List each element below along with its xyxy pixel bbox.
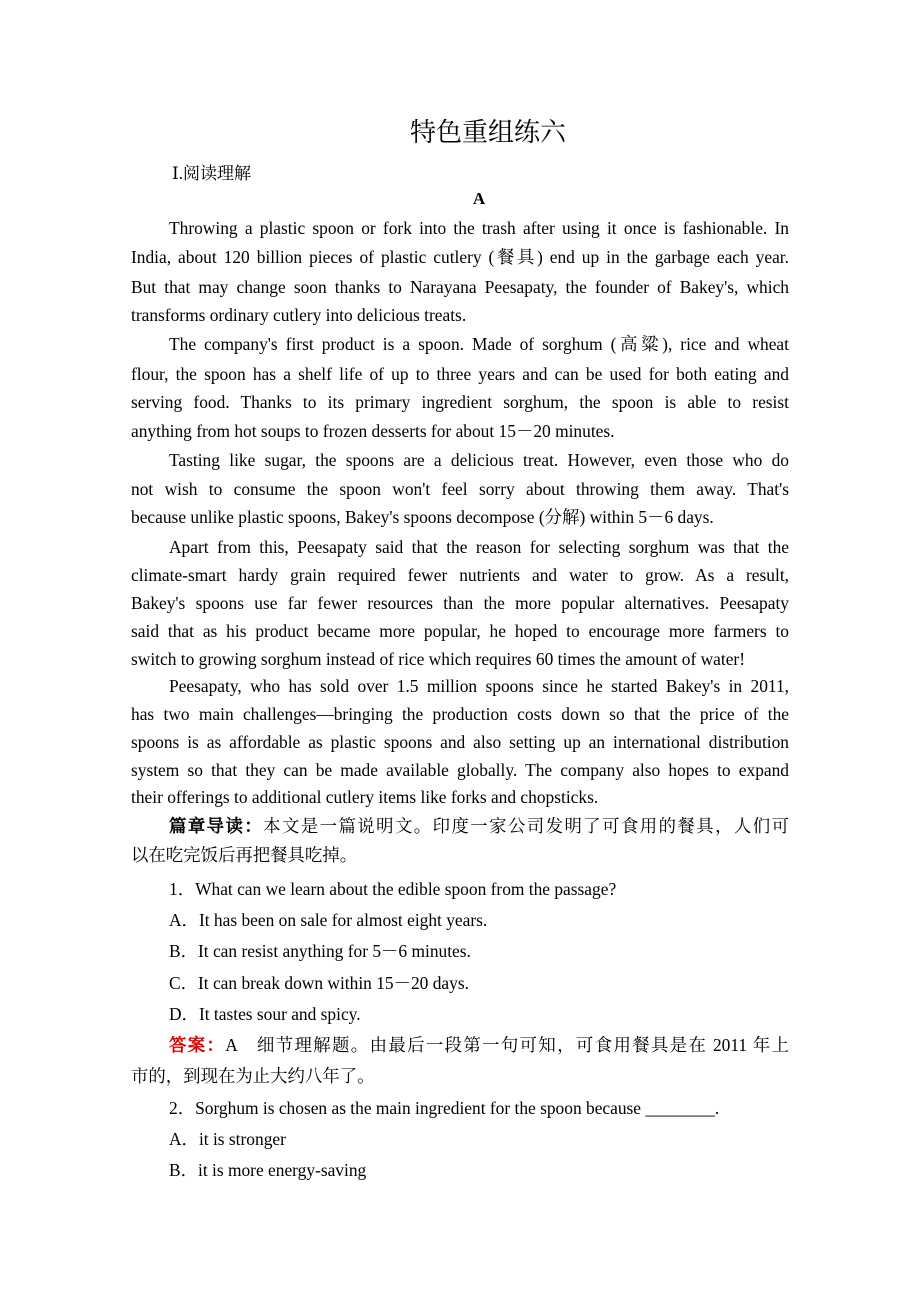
answer-line — [131, 1065, 789, 1087]
text: flour, the spoon has a shelf life of up to three years and can be used for both eating and — [131, 364, 789, 384]
passage-line — [131, 276, 789, 298]
text: 2．Sorghum is chosen as the main ingredient for the spoon because ________. — [169, 1098, 720, 1118]
passage-line — [131, 703, 789, 725]
text: A．It has been on sale for almost eight years. — [169, 910, 488, 930]
passage-line — [131, 759, 789, 781]
text: spoons is as affordable as plastic spoons and also setting up an international distribution — [131, 732, 789, 752]
text: 本文是一篇说明文。印度一家公司发明了可食用的餐具，人们可 — [263, 816, 789, 836]
passage-line — [169, 675, 789, 697]
text: D．It tastes sour and spicy. — [169, 1004, 361, 1024]
text: anything from hot soups to frozen desserts for about 15－20 minutes. — [131, 421, 615, 441]
answer-line — [169, 1034, 789, 1056]
text: system so that they can be made available globally. The company also hopes to expand — [131, 760, 789, 780]
passage-line — [169, 449, 789, 471]
question-stem — [169, 878, 789, 900]
passage-line — [131, 564, 789, 586]
text: Apart from this, Peesapaty said that the reason for selecting sorghum was that the — [169, 537, 789, 557]
passage-line — [131, 786, 789, 808]
answer-option — [169, 1128, 789, 1150]
answer-option — [169, 1159, 789, 1181]
passage-line — [131, 391, 789, 413]
text: Peesapaty, who has sold over 1.5 million spoons since he started Bakey's in 2011, — [169, 676, 789, 696]
text: A 细节理解题。由最后一段第一句可知，可食用餐具是在 2011 年上 — [225, 1035, 789, 1055]
text: serving food. Thanks to its primary ingredient sorghum, the spoon is able to resist — [131, 392, 789, 412]
answer-label: 答案： — [169, 1035, 226, 1055]
passage-label: A — [472, 189, 486, 208]
answer-option — [169, 909, 789, 931]
text: not wish to consume the spoon won't feel sorry about throwing them away. That's — [131, 479, 789, 499]
passage-line — [131, 246, 789, 268]
text: 1．What can we learn about the edible spoon from the passage? — [169, 879, 617, 899]
passage-line — [131, 620, 789, 642]
text: C．It can break down within 15－20 days. — [169, 973, 469, 993]
text: has two main challenges—bringing the production costs down so that the price of the — [131, 704, 789, 724]
section-heading: Ⅰ.阅读理解 — [172, 164, 251, 183]
passage-line — [169, 333, 789, 355]
text: Tasting like sugar, the spoons are a delicious treat. However, even those who do — [169, 450, 789, 470]
guide-line — [169, 815, 789, 837]
text: B．It can resist anything for 5－6 minutes. — [169, 941, 471, 961]
text: B．it is more energy-saving — [169, 1160, 367, 1180]
question-stem — [169, 1097, 789, 1119]
text: India, about 120 billion pieces of plastic cutlery (餐具) end up in the garbage each year. — [131, 247, 789, 267]
passage-line — [131, 592, 789, 614]
passage-line — [131, 478, 789, 500]
text: Bakey's spoons use far fewer resources than the more popular alternatives. Peesapaty — [131, 593, 789, 613]
answer-option — [169, 972, 789, 994]
passage-line — [169, 217, 789, 239]
passage-line — [131, 420, 789, 442]
passage-line — [131, 363, 789, 385]
passage-line — [131, 648, 789, 670]
text: 以在吃完饭后再把餐具吃掉。 — [131, 845, 358, 865]
guide-line — [131, 844, 789, 866]
text: The company's first product is a spoon. Made of sorghum (高粱), rice and wheat — [169, 334, 789, 354]
answer-option — [169, 940, 789, 962]
text: transforms ordinary cutlery into delicious treats. — [131, 305, 467, 325]
guide-label: 篇章导读： — [169, 816, 264, 836]
passage-line — [169, 536, 789, 558]
text: switch to growing sorghum instead of rice which requires 60 times the amount of water! — [131, 649, 746, 669]
text: 市的，到现在为止大约八年了。 — [131, 1066, 375, 1086]
text: their offerings to additional cutlery items like forks and chopsticks. — [131, 787, 599, 807]
page-title: 特色重组练六 — [409, 118, 566, 147]
text: But that may change soon thanks to Narayana Peesapaty, the founder of Bakey's, which — [131, 277, 789, 297]
text: Throwing a plastic spoon or fork into the trash after using it once is fashionable. In — [169, 218, 789, 238]
passage-line — [131, 731, 789, 753]
passage-line — [131, 506, 789, 528]
passage-line — [131, 304, 789, 326]
text: A．it is stronger — [169, 1129, 286, 1149]
text: because unlike plastic spoons, Bakey's spoons decompose (分解) within 5－6 days. — [131, 507, 714, 527]
answer-option — [169, 1003, 789, 1025]
text: said that as his product became more popular, he hoped to encourage more farmers to — [131, 621, 789, 641]
text: climate-smart hardy grain required fewer nutrients and water to grow. As a result, — [131, 565, 789, 585]
